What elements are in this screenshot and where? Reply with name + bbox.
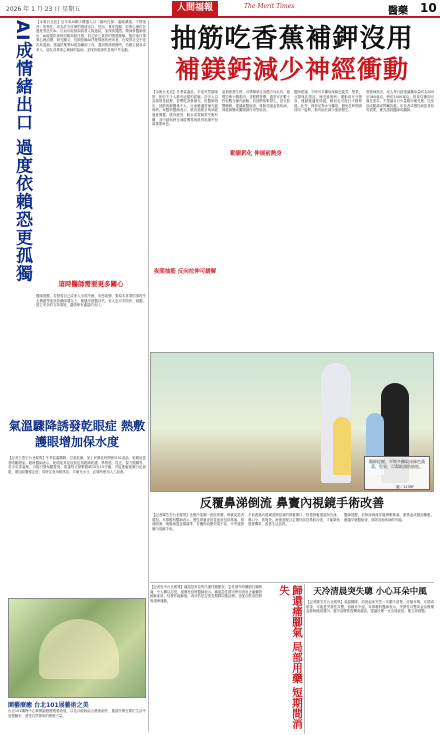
main-article-col1: 【本報台北訊】冬季氣溫低，半夜突然腳抽筋，相信不少人都有這樣的經驗。許多人以為抽筋是缺鉀，習慣吃香蕉補充，但醫師指出，抽筋與鉀關係不大，反而應適度補充鎂與鈣。家醫科醫師表示，肌肉抽筋多與神經過度興奮、肌肉疲勞、脫水或電解質失衡有關，其中鎂與鈣在神經傳導與肌肉收縮中扮演重要角色。: [152, 90, 218, 127]
main-article-subhead-2: 動脈鈣化 伸展前熱身: [230, 151, 282, 157]
main-photo-caption: 醫師提醒，平時多攝取深綠色蔬菜、堅果，可幫助預防抽筋。: [364, 456, 430, 490]
sudden-deafness-title: 天冷清晨突失聰 小心耳朵中風: [313, 587, 427, 597]
main-article-col4: 營養師指出，成人每日鎂建議攝取量約為300至360毫克，鈣約1000毫克。飲食均衡即可滿足需求，不建議自行大量服用補充劑，以免造成腹瀉或腎臟負擔。年長者或慢性病患者如有需要，應先諮詢醫師或藥師。: [366, 90, 434, 113]
main-headline-line1: 抽筋吃香蕉補鉀沒用: [170, 24, 414, 54]
gout-article-title: 歸還痛腳氣 局部用藥 短期間消失: [278, 585, 303, 729]
newspaper-logo: 人間福報: [172, 1, 218, 16]
section-name: 醫藥: [388, 6, 408, 17]
left-article-title: AI成情緒出口 過度依賴恐更孤獨: [12, 20, 32, 283]
main-article-col2: 當抽筋發生時，可將腳掌往身體方向反折，緩慢拉伸小腿肌肉，並輕輕按摩，通常可在數十秒至數分鐘內緩解。若抽筋頻繁發生，甚至影響睡眠，建議就醫檢查，排除周邊血管疾病、神經病變或藥物副作用等原因。: [222, 90, 290, 113]
main-article-subhead-1: 夜間抽筋 反向拉伸可緩解: [153, 269, 217, 275]
main-photo-credit: 圖／123RF: [396, 485, 415, 489]
garden-photo-caption-title: 園藝療癒 台北101展藝術之美: [8, 702, 89, 709]
sinus-article-title: 反覆鼻涕倒流 鼻竇內視鏡手術改善: [199, 496, 385, 510]
dry-eye-article-body: 【記者王思宇台北報導】冬季氣溫驟降，空氣乾燥，加上民眾長時間使用3C產品，乾眼症患者明顯增加。眼科醫師表示，乾眼症常見症狀包括眼睛乾澀、異物感、畏光、視力模糊等，若未妥善處理，可能引發角膜發炎。建議每天熱敷眼睛10至15分鐘，可促進瞼板腺分泌油脂，增加淚膜穩定度；同時注意用眼休息、多補充水分，必要時使用人工淚液。: [8, 456, 146, 474]
sinus-article-col2: 手術透過內視鏡清除阻塞的鼻竇開口，恢復鼻竇通氣與引流，傷口小、恢復快。術後需配合定期回診及鼻腔沖洗，才能降低復發機率，改善生活品質。: [248, 513, 340, 527]
main-article-col3: 醫師建議，平時可多攝取深綠色蔬菜、堅果、豆類與乳製品，補充鎂與鈣；運動前充分熱身，運動後適度伸展，睡前也可進行小腿伸展。此外，保持足夠水分攝取，避免長時間維持同一姿勢，都有助於減少抽筋發生。: [294, 90, 362, 113]
garden-exhibition-photo: [8, 598, 146, 698]
left-article-body-1: 【本報台北訊】近年來AI聊天機器人以「隨時在線、溫暖溝通、不帶批判」的特性，成為許多民眾的情緒出口。然而，專家提醒，若將心理信任過度寄託於AI，反而可能削弱真實人際連結，加深孤獨感。精神科醫師指出，AI能提供即時回應與陪伴感，但它缺乏真實的情感理解，無法取代專業心理治療。研究顯示，長期依賴AI抒發情緒的使用者，在現實社交中更容易退縮。建議民眾將AI視為輔助工具，遇到情緒困擾時，仍應主動尋求家人、朋友或專業心理師的協助，並保持規律作息與戶外活動。: [36, 20, 146, 52]
gout-article-body: 【記者吳中台北報導】痛風是常見的代謝性關節炎，急性發作時關節紅腫熱痛，令人難以忍受。風濕免疫科醫師表示，痛風急性期可使用消炎止痛藥物緩解症狀，待發作緩解後，再評估是否需長期降尿酸治療，並配合飲食控制與規律運動。: [150, 585, 262, 603]
main-headline-line2: 補鎂鈣減少神經衝動: [174, 55, 409, 84]
left-article-subhead: 這時醫師需要更多關心: [58, 280, 124, 288]
page-number: 10: [420, 1, 437, 15]
newspaper-logo-english: The Merit Times: [244, 3, 295, 10]
sudden-deafness-body: 【記者陳芳芳台北報導】氣溫驟降，清晨起床突然一耳聽不清楚，伴隨耳鳴、耳悶或眩暈，可能是突發性耳聾，俗稱耳中風。耳鼻喉科醫師表示，突發性耳聾黃金治療期為發病後兩週內，越早治療恢復機會越高，建議民眾一旦出現症狀，應立即就醫。: [306, 600, 434, 614]
sinus-article-col3: 醫師提醒，若鼻涕倒流伴隨單側鼻塞、流鼻血或臉部腫脹，應儘早就醫檢查，排除其他疾病的可能。: [344, 513, 434, 522]
garden-photo-caption: 台北101購物中心舉辦園藝療癒藝術展，以花卉植栽結合藝術創作，邀請民眾在繁忙生活中放慢腳步，感受自然帶來的療癒力量。: [8, 709, 146, 718]
page-header: [0, 0, 440, 18]
issue-date: 2026 年 1 月 23 日 星期五: [6, 6, 81, 13]
dry-eye-article-title: 氣溫驟降誘發乾眼症 熱敷護眼增加保水度: [8, 419, 146, 449]
left-article-body-2: 醫師提醒，若發現自己或家人出現失眠、食慾改變、對原本喜愛的事物失去興趣等症狀持續兩週以上，應儘早就醫評估。家人也可多陪伴、傾聽，建立安全的支持環境，讓情緒有適當的出口。: [36, 294, 146, 308]
sinus-article-col1: 【記者陳芳芳台北報導】近期冷氣團一波波來襲，鼻竇炎患者增加。耳鼻喉科醫師表示，慢性鼻竇炎常見症狀包括鼻塞、鼻涕倒流、嗅覺減退及頭痛等，若藥物治療效果不佳，可考慮鼻竇內視鏡手術。: [152, 513, 244, 531]
